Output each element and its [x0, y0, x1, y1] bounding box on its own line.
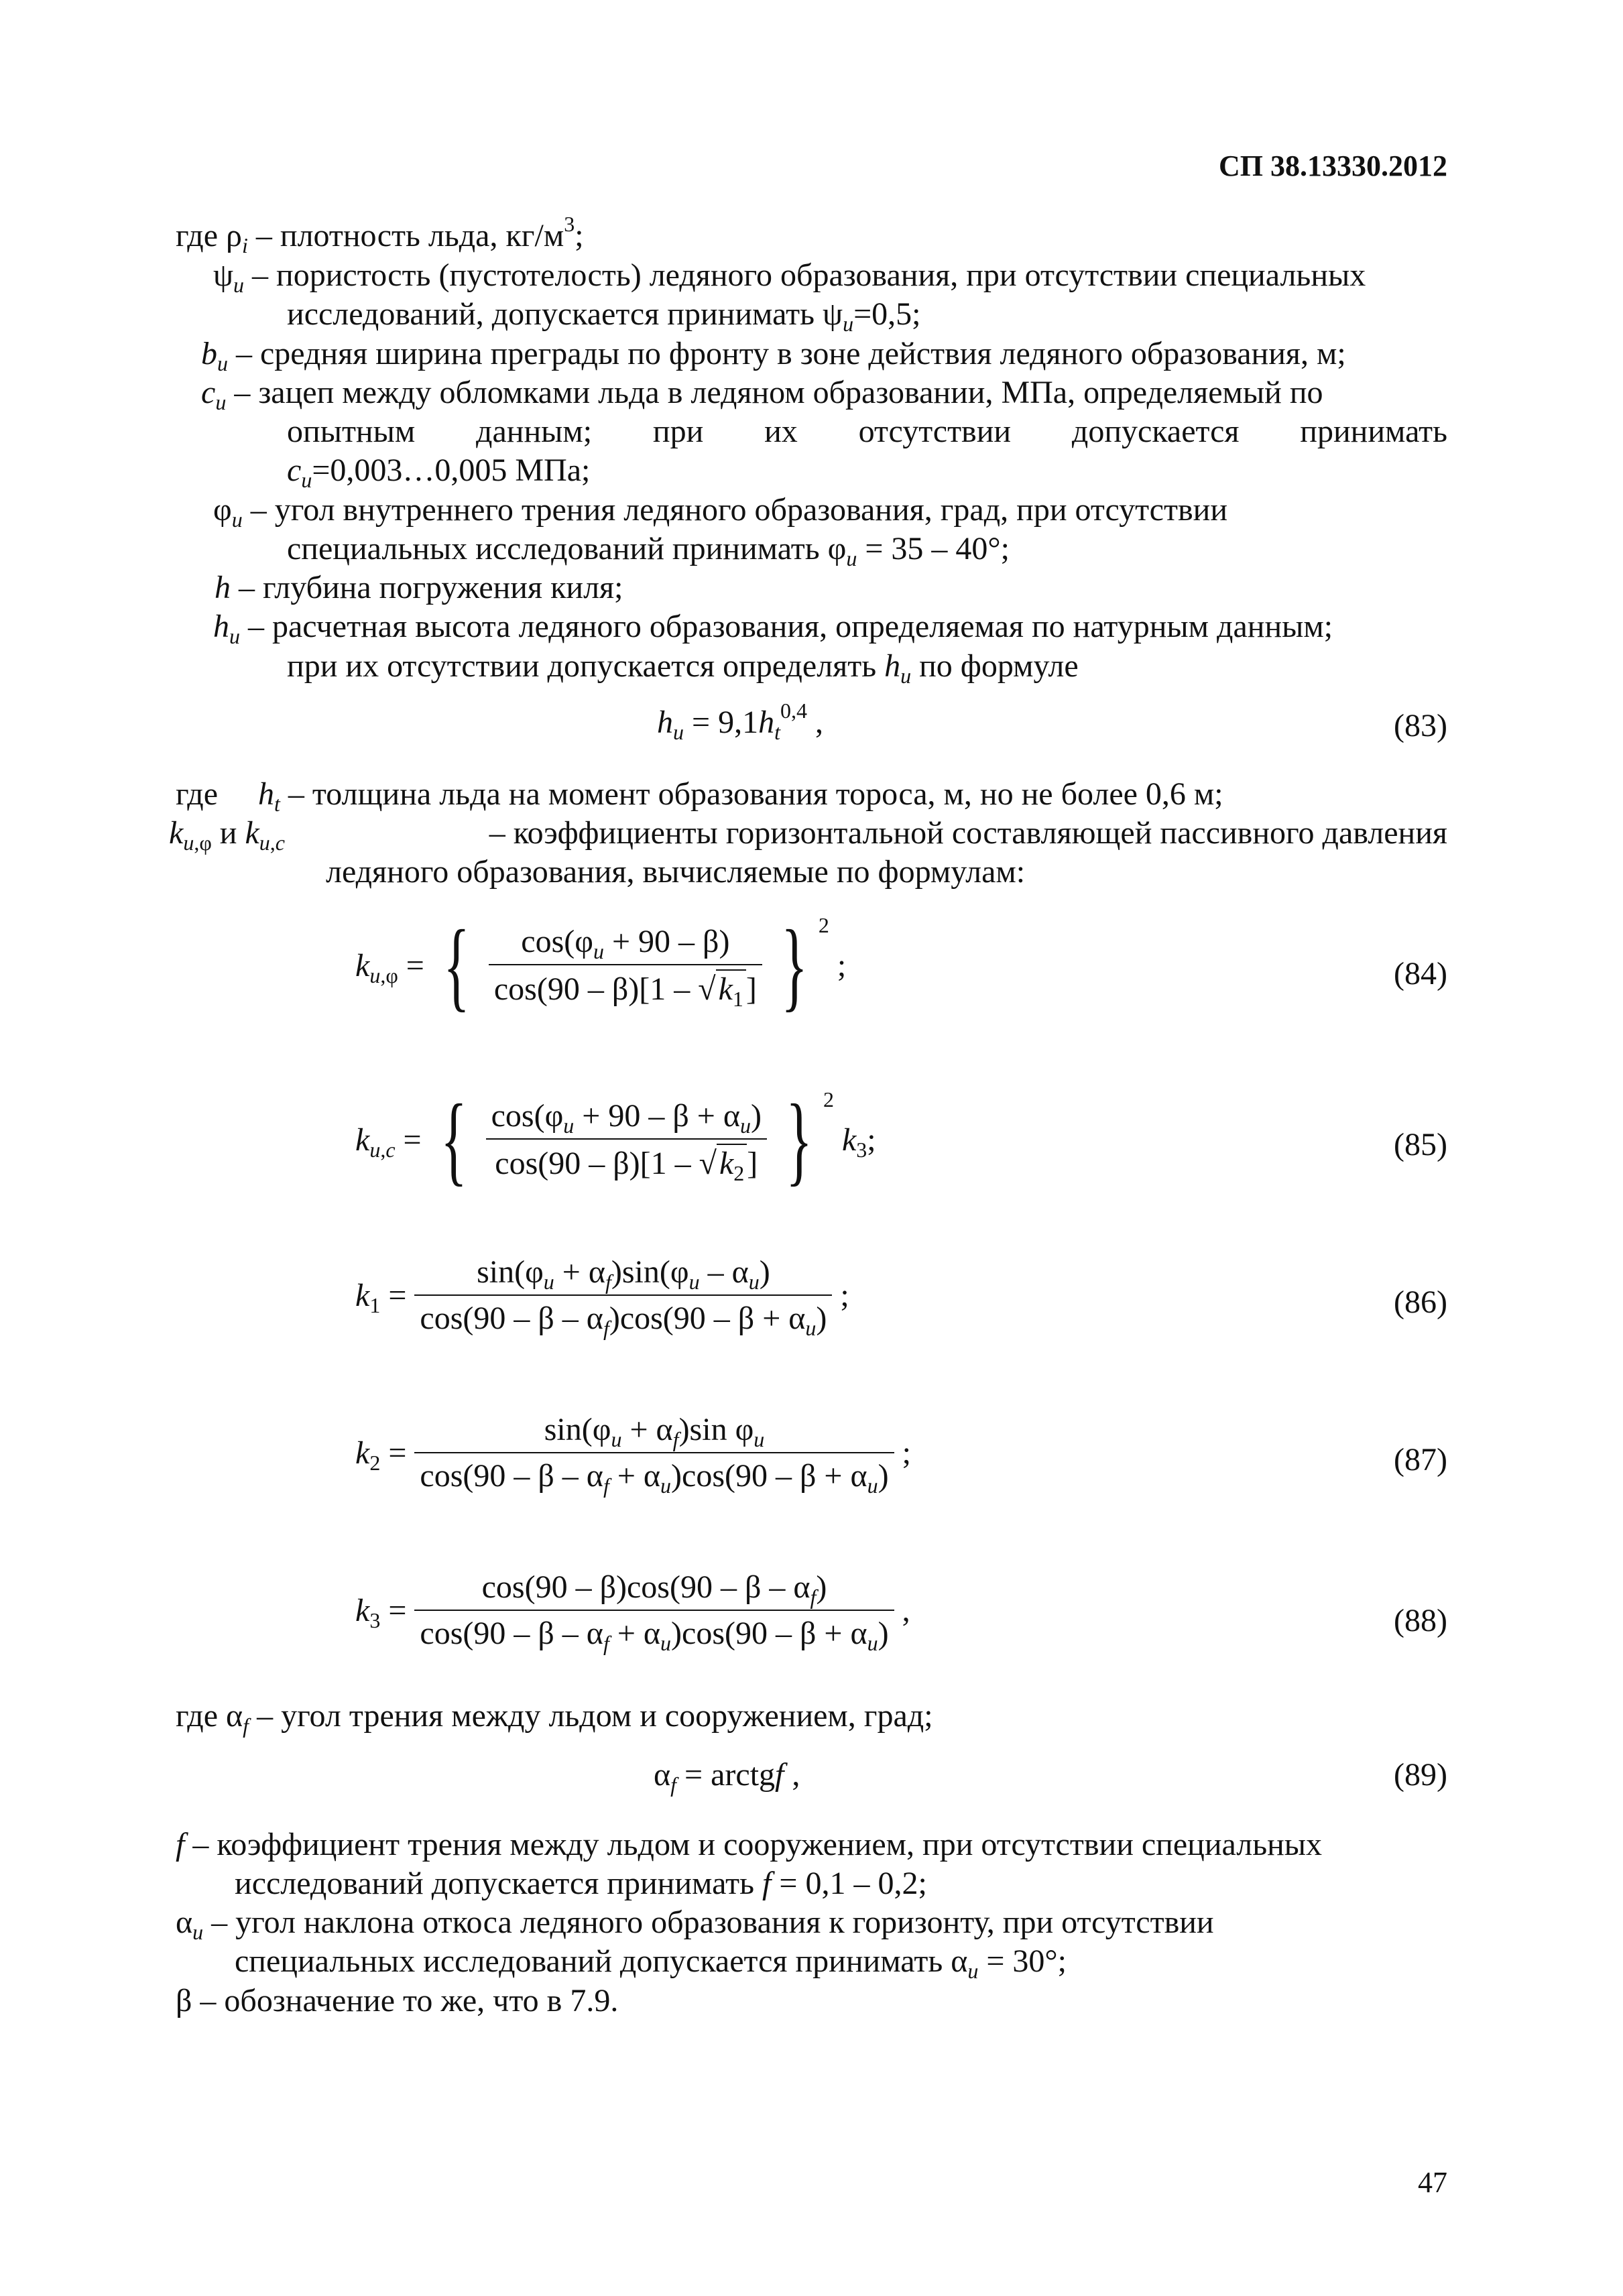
c-definition: $c_u$ – зацеп между обломками льда в ледяном образовании, МПа, определяемый по — [201, 375, 1323, 414]
k-definition-cont: ледяного образования, вычисляемые по формулам: — [326, 854, 1026, 890]
alpha-u-definition-cont: специальных исследований допускается принимать $\alpha_u = 30^\circ$; — [235, 1943, 1067, 1983]
formula-86: $k_1$ = $\frac{\sin(\varphi_u + \alpha_f)\sin(\varphi_u - \alpha_u)}{\cos(90 - \beta - \alpha_f)\cos(90 - \beta + \alpha_u)}$ ; — [355, 1254, 849, 1340]
psi-definition-cont: исследований, допускается принимать $\psi_u=0,5$; — [287, 296, 921, 336]
beta-definition: β – обозначение то же, что в 7.9. — [176, 1983, 619, 2018]
b-definition: $b_u$ – средняя ширина преграды по фронту в зоне действия ледяного образования, м; — [201, 336, 1346, 375]
phi-definition-cont: специальных исследований принимать $\varphi_u = 35 - 40^\circ$; — [287, 531, 1010, 570]
formula-84: $k_{u,\varphi}$ = { $\frac{\cos(\varphi_u + 90 - \beta)}{\cos(90 - \beta)[1 - √k_1]}$ } $^2$ ; — [355, 910, 847, 1021]
formula-83: $h_u = 9,1h_t^{0,4}$ , — [657, 699, 823, 744]
rho-definition: где $\rho_i$ – плотность льда, $кг/м^3$; — [176, 212, 584, 257]
equation-number: (84) — [1394, 956, 1447, 991]
f-definition: f – коэффициент трения между льдом и сооружением, при отсутствии специальных — [176, 1827, 1323, 1862]
ht-definition: где $h_t$ – толщина льда на момент образования тороса, м, но не более 0,6 м; — [176, 776, 1223, 816]
document-header: СП 38.13330.2012 — [1219, 149, 1447, 182]
phi-definition: $\varphi_u$ – угол внутреннего трения ледяного образования, град, при отсутствии — [213, 492, 1227, 532]
page-number: 47 — [1418, 2166, 1447, 2199]
equation-number: (88) — [1394, 1603, 1447, 1638]
hu-definition: $h_u$ – расчетная высота ледяного образования, определяемая по натурным данным; — [213, 609, 1333, 648]
equation-number: (85) — [1394, 1127, 1447, 1162]
c-definition-cont: опытным данным; при их отсутствии допускается принимать — [287, 414, 1447, 449]
c-definition-cont2: $c_u=0,003\dots 0,005$ МПа; — [287, 452, 591, 492]
alpha-u-definition: $\alpha_u$ – угол наклона откоса ледяного образования к горизонту, при отсутствии — [176, 1905, 1214, 1944]
h-definition: h – глубина погружения киля; — [215, 570, 623, 605]
equation-number: (83) — [1394, 708, 1447, 743]
formula-85: $k_{u,c}$ = { $\frac{\cos(\varphi_u + 90 - \beta + \alpha_u)}{\cos(90 - \beta)[1 - √k_2]}$ } $^2$ $k_3$; — [355, 1084, 876, 1195]
equation-number: (86) — [1394, 1284, 1447, 1320]
hu-definition-cont: при их отсутствии допускается определять $h_u$ по формуле — [287, 648, 1079, 688]
equation-number: (87) — [1394, 1442, 1447, 1477]
formula-87: $k_2$ = $\frac{\sin(\varphi_u + \alpha_f)\sin \varphi_u}{\cos(90 - \beta - \alpha_f + \alpha_u)\cos(90 - \beta + \alpha_u)}$ ; — [355, 1412, 911, 1498]
equation-number: (89) — [1394, 1757, 1447, 1793]
alpha-f-definition: где $\alpha_f$ – угол трения между льдом и сооружением, град; — [176, 1698, 933, 1738]
psi-definition: $\psi_u$ – пористость (пустотелость) ледяного образования, при отсутствии специальных — [213, 257, 1366, 297]
k-definition: $k_{u,\varphi}$ и $k_{u,c}$ – коэффициенты горизонтальной составляющей пассивного давления — [169, 815, 1447, 855]
formula-89: $\alpha_f$ = arctgf , — [654, 1757, 800, 1797]
f-definition-cont: исследований допускается принимать f = 0,1 – 0,2; — [235, 1866, 927, 1901]
formula-88: $k_3$ = $\frac{\cos(90 - \beta)\cos(90 - \beta - \alpha_f)}{\cos(90 - \beta - \alpha_f + \alpha_u)\cos(90 - \beta + \alpha_u)}$ , — [355, 1569, 910, 1655]
